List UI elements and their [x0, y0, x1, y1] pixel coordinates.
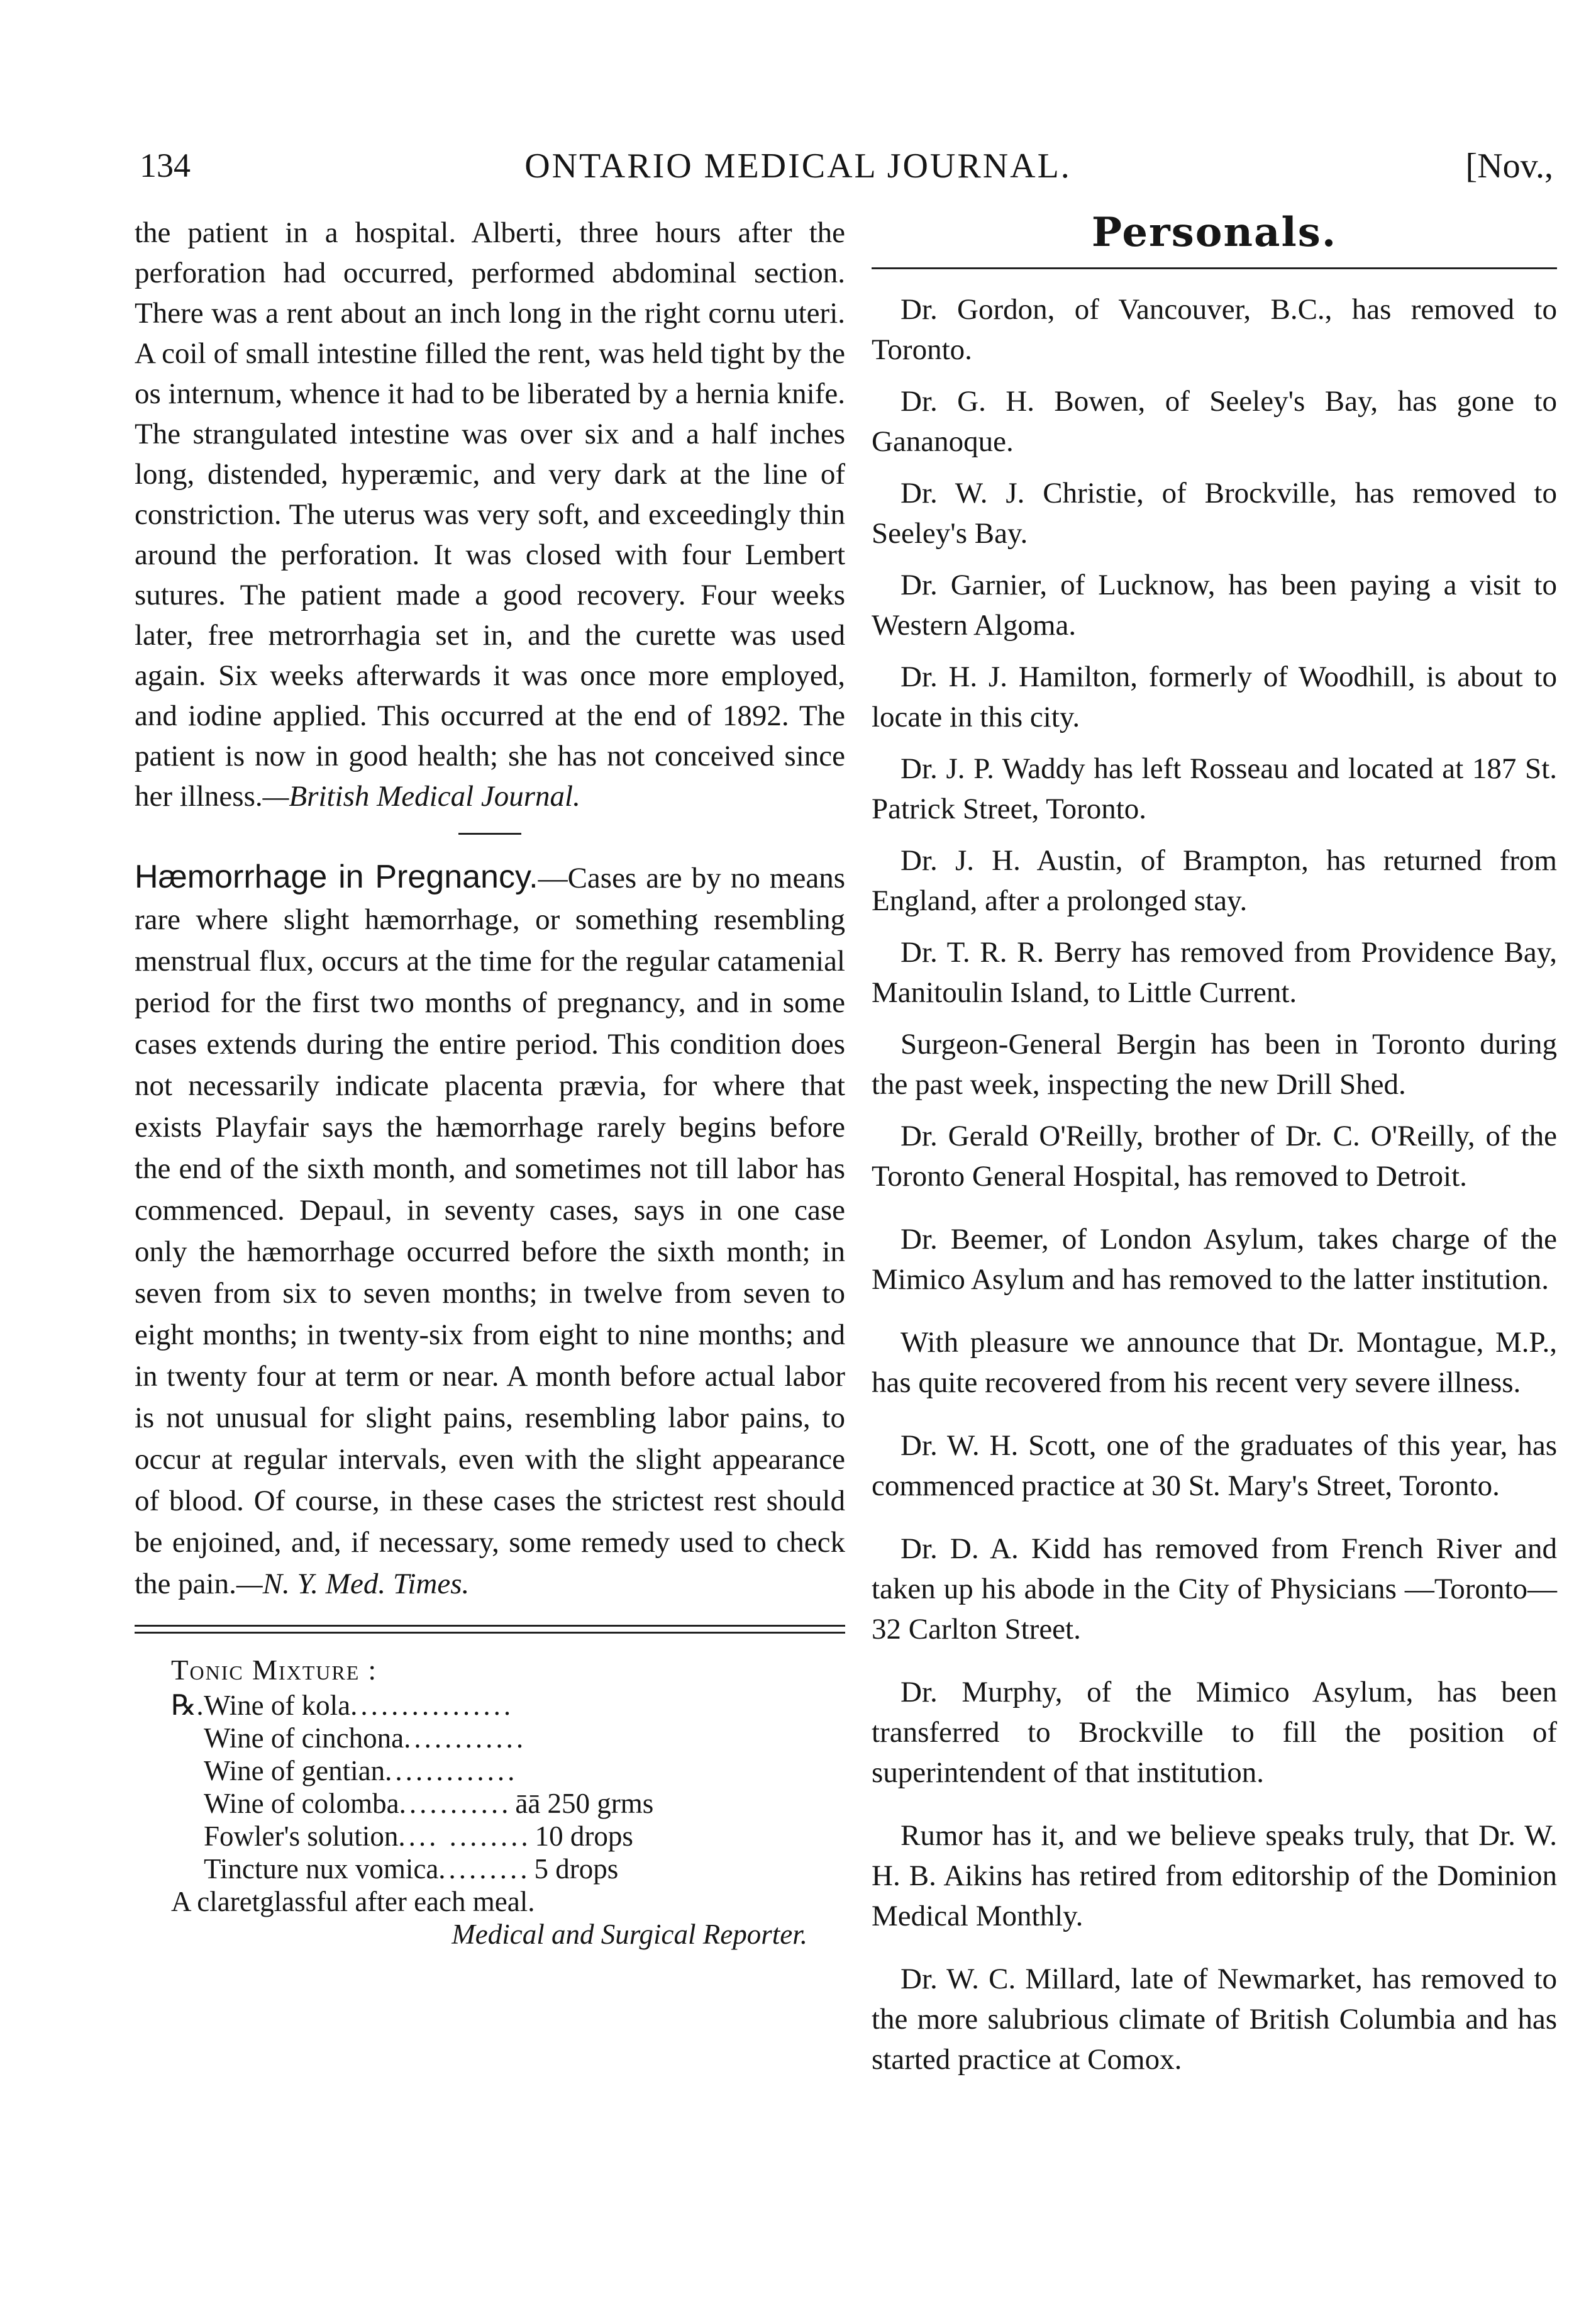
article-paragraph — [135, 856, 845, 1605]
ingredient-leader-dots: ............. — [385, 1755, 518, 1786]
ingredient-row — [171, 1787, 845, 1820]
personal-item: Dr. W. C. Millard, late of Newmarket, has removed to the more salubrious climate of British Columbia and has started practice at Comox. — [872, 1963, 1557, 2076]
ingredient-list — [171, 1689, 845, 1885]
ingredient-row — [171, 1722, 845, 1754]
personal-item: Dr. Gerald O'Reilly, brother of Dr. C. O'Reilly, of the Toronto General Hospital, has removed to Detroit. — [872, 1120, 1557, 1193]
personal-item: Dr. Garnier, of Lucknow, has been paying a visit to Western Algoma. — [872, 569, 1557, 642]
ingredient-amount: 5 drops — [534, 1853, 619, 1885]
ingredient-row — [171, 1689, 845, 1722]
personals-list — [872, 289, 1557, 2080]
recipe-directions: A claretglassful after each meal. — [171, 1886, 535, 1917]
ingredient-amount: 10 drops — [535, 1820, 633, 1852]
intro-paragraph — [135, 213, 845, 816]
personal-item: Dr. Murphy, of the Mimico Asylum, has been transferred to Brockville to fill the position of superintendent of that institution. — [872, 1676, 1557, 1789]
right-column — [872, 209, 1557, 2091]
tonic-mixture-recipe — [171, 1654, 845, 1951]
ingredient-amount: āā 250 grms — [515, 1788, 654, 1819]
rx-symbol: ℞. — [171, 1690, 204, 1721]
ingredient-leader-dots: ......... — [438, 1853, 531, 1885]
article-source: —N. Y. Med. Times. — [236, 1568, 470, 1600]
ingredient-name: Wine of gentian — [204, 1755, 385, 1786]
ingredient-row — [171, 1853, 845, 1885]
ingredient-name: Wine of cinchona — [204, 1722, 404, 1754]
personal-item: Dr. H. J. Hamilton, formerly of Woodhill, is about to locate in this city. — [872, 660, 1557, 733]
personal-item: Dr. W. J. Christie, of Brockville, has removed to Seeley's Bay. — [872, 477, 1557, 550]
ingredient-leader-dots: ............ — [404, 1722, 527, 1754]
double-rule-divider — [135, 1625, 845, 1635]
recipe-title: Tonic Mixture : — [171, 1654, 378, 1686]
page-number: 134 — [140, 147, 191, 184]
journal-title: ONTARIO MEDICAL JOURNAL. — [524, 147, 1072, 186]
personal-item: Dr. Beemer, of London Asylum, takes charge of the Mimico Asylum and has removed to the latter institution. — [872, 1223, 1557, 1296]
article-body: —Cases are by no means rare where slight hæmorrhage, or something resembling menstrual flux, occurs at the time for the regular catamenial period for the first two months of pregnancy, and in some cases extends during the entire period. This condition does not necessarily indicate placenta prævia, for where that exists Playfair says the hæmorrhage rarely begins before the end of the sixth month, and sometimes not till labor has commenced. Depaul, in seventy cases, says in one case only the hæmorrhage occurred before the sixth month; in seven from six to seven months; in twelve from seven to eight months; in twenty-six from eight to nine months; and in twenty four at term or near. A month before actual labor is not unusual for slight pains, resembling labor pains, to occur at regular intervals, even with the slight appearance of blood. Of course, in these cases the strictest rest should be enjoined, and, if necessary, some remedy used to check the pain. — [135, 862, 845, 1600]
personals-rule — [872, 267, 1557, 269]
ingredient-row — [171, 1820, 845, 1853]
ingredient-name: Wine of colomba — [204, 1788, 399, 1819]
personal-item: Dr. Gordon, of Vancouver, B.C., has removed to Toronto. — [872, 293, 1557, 366]
personal-item: Dr. T. R. R. Berry has removed from Providence Bay, Manitoulin Island, to Little Current. — [872, 936, 1557, 1009]
left-column — [135, 213, 845, 1951]
personal-item: Surgeon-General Bergin has been in Toronto during the past week, inspecting the new Drill Shed. — [872, 1028, 1557, 1101]
issue-label: [Nov., — [1465, 147, 1553, 186]
ingredient-name: Wine of kola — [204, 1690, 351, 1721]
ingredient-leader-dots: ................ — [350, 1690, 514, 1721]
intro-text: the patient in a hospital. Alberti, three hours after the perforation had occurred, performed abdominal section. There was a rent about an inch long in the right cornu uteri. A coil of small intestine filled the rent, was held tight by the os internum, whence it had to be liberated by a hernia knife. The strangulated intestine was over six and a half inches long, distended, hyperæmic, and very dark at the line of constriction. The uterus was very soft, and exceedingly thin around the perforation. It was closed with four Lembert sutures. The patient made a good recovery. Four weeks later, free metrorrhagia set in, and the curette was used again. Six weeks afterwards it was once more employed, and iodine applied. This occurred at the end of 1892. The patient is now in good health; she has not conceived since her illness. — [135, 216, 845, 813]
personal-item: Rumor has it, and we believe speaks truly, that Dr. W. H. B. Aikins has retired from editorship of the Dominion Medical Monthly. — [872, 1819, 1557, 1932]
ingredient-name: Tincture nux vomica — [204, 1853, 439, 1885]
article-heading: Hæmorrhage in Pregnancy. — [135, 859, 538, 895]
ingredient-leader-dots: .... ........ — [398, 1820, 531, 1852]
page-header — [0, 146, 1596, 203]
ingredient-leader-dots: ........... — [399, 1788, 512, 1819]
recipe-source: Medical and Surgical Reporter. — [452, 1919, 807, 1950]
personal-item: Dr. G. H. Bowen, of Seeley's Bay, has gone to Gananoque. — [872, 385, 1557, 458]
personal-item: Dr. J. P. Waddy has left Rosseau and located at 187 St. Patrick Street, Toronto. — [872, 752, 1557, 825]
personal-item: Dr. W. H. Scott, one of the graduates of this year, has commenced practice at 30 St. Mary's Street, Toronto. — [872, 1429, 1557, 1502]
ingredient-name: Fowler's solution — [204, 1820, 399, 1852]
personal-item: With pleasure we announce that Dr. Montague, M.P., has quite recovered from his recent very severe illness. — [872, 1326, 1557, 1399]
personals-title: Personals. — [1091, 209, 1338, 256]
personal-item: Dr. J. H. Austin, of Brampton, has returned from England, after a prolonged stay. — [872, 844, 1557, 917]
section-divider — [458, 833, 521, 835]
ingredient-row — [171, 1754, 845, 1787]
intro-source: —British Medical Journal. — [262, 780, 580, 813]
personal-item: Dr. D. A. Kidd has removed from French River and taken up his abode in the City of Physicians —Toronto—32 Carlton Street. — [872, 1532, 1557, 1646]
